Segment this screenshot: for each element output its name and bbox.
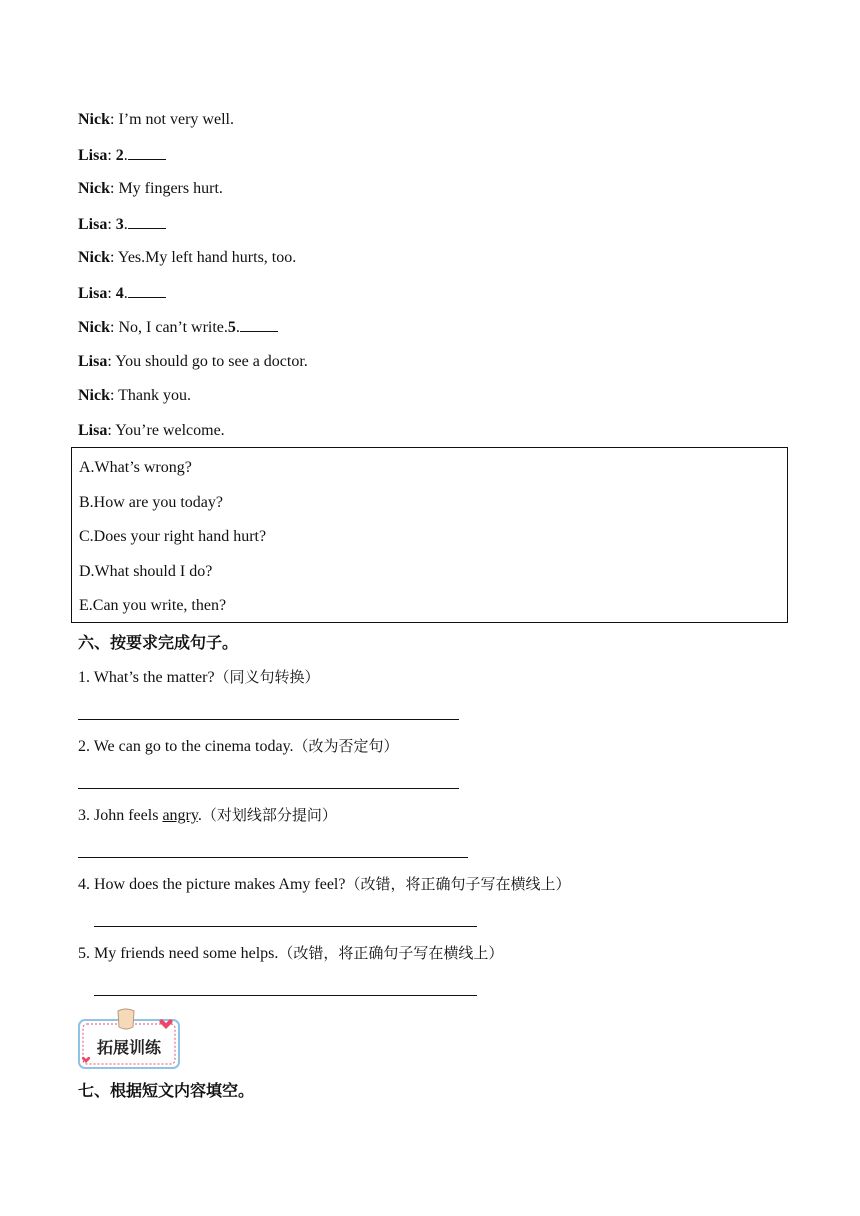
- option-c: C.Does your right hand hurt?: [79, 528, 267, 545]
- answer-line[interactable]: [78, 719, 459, 720]
- dialogue-text: You should go to see a doctor.: [115, 353, 308, 370]
- dialogue-text: Thank you.: [118, 387, 192, 404]
- dialogue-text: You’re welcome.: [115, 422, 225, 439]
- fill-blank[interactable]: [128, 145, 166, 160]
- dialogue-line: [78, 317, 278, 338]
- answer-line[interactable]: [94, 926, 477, 927]
- speaker-name: Nick: [78, 249, 110, 266]
- exercise-item: [78, 874, 571, 895]
- exercise-sentence: 4. How does the picture makes Amy feel?: [78, 876, 346, 893]
- dialogue-line: [78, 214, 166, 235]
- badge-label: 拓展训练: [96, 1038, 161, 1057]
- option-a: A.What’s wrong?: [79, 459, 192, 476]
- dialogue-text: Yes.My left hand hurts, too.: [117, 249, 297, 266]
- exercise-sentence: 3. John feels: [78, 807, 163, 824]
- exercise-instruction: （改错，将正确句子写在横线上）: [278, 944, 504, 962]
- dialogue-line: [78, 352, 308, 372]
- option-e: E.Can you write, then?: [79, 597, 227, 614]
- dialogue-line: [78, 421, 225, 441]
- exercise-item: [78, 667, 320, 688]
- speaker-name: Lisa: [78, 216, 108, 233]
- extension-training-badge: [78, 1007, 180, 1069]
- sentence-end: .: [197, 807, 202, 824]
- exercise-sentence: 5. My friends need some helps.: [78, 945, 279, 962]
- speaker-name: Lisa: [78, 285, 108, 302]
- dialogue-line: [78, 283, 166, 304]
- separator: :: [107, 422, 116, 439]
- answer-line[interactable]: [78, 788, 459, 789]
- exercise-instruction: （对划线部分提问）: [201, 806, 337, 824]
- blank-number: 3: [115, 216, 124, 233]
- blank-number: 2: [115, 147, 124, 164]
- answer-line[interactable]: [94, 995, 477, 996]
- dot: .: [123, 285, 128, 302]
- separator: :: [107, 353, 116, 370]
- exercise-sentence: 1. What’s the matter?: [78, 669, 215, 686]
- separator: :: [107, 216, 116, 233]
- section-seven-title: 七、根据短文内容填空。: [78, 1081, 255, 1100]
- dialogue-line: [78, 179, 223, 199]
- underlined-word: angry: [162, 807, 198, 824]
- blank-number: 5: [227, 319, 236, 336]
- exercise-item: [78, 736, 399, 757]
- dialogue-line: [78, 248, 296, 268]
- separator: :: [110, 180, 119, 197]
- speaker-name: Lisa: [78, 147, 108, 164]
- answer-line[interactable]: [78, 857, 468, 858]
- separator: :: [110, 111, 119, 128]
- speaker-name: Nick: [78, 387, 110, 404]
- speaker-name: Nick: [78, 180, 110, 197]
- exercise-instruction: （同义句转换）: [214, 668, 320, 686]
- fill-blank[interactable]: [128, 283, 166, 298]
- exercise-instruction: （改为否定句）: [293, 737, 399, 755]
- dialogue-text: My fingers hurt.: [118, 180, 223, 197]
- section-six-title: 六、按要求完成句子。: [78, 633, 239, 652]
- speaker-name: Lisa: [78, 422, 108, 439]
- dialogue-line: [78, 386, 191, 406]
- dialogue-line: [78, 110, 234, 130]
- dot: .: [235, 319, 240, 336]
- exercise-item: [78, 805, 337, 826]
- dialogue-text: I’m not very well.: [118, 111, 234, 128]
- option-d: D.What should I do?: [79, 563, 213, 580]
- dot: .: [123, 147, 128, 164]
- fill-blank[interactable]: [240, 317, 278, 332]
- exercise-sentence: 2. We can go to the cinema today.: [78, 738, 294, 755]
- dot: .: [123, 216, 128, 233]
- dialogue-line: [78, 145, 166, 166]
- separator: :: [107, 147, 116, 164]
- separator: :: [110, 319, 119, 336]
- speaker-name: Nick: [78, 111, 110, 128]
- blank-number: 4: [115, 285, 124, 302]
- exercise-instruction: （改错，将正确句子写在横线上）: [345, 875, 571, 893]
- speaker-name: Lisa: [78, 353, 108, 370]
- separator: :: [107, 285, 116, 302]
- options-box: [71, 447, 788, 623]
- dialogue-text: No, I can’t write.: [118, 319, 228, 336]
- separator: :: [110, 387, 119, 404]
- option-b: B.How are you today?: [79, 494, 223, 511]
- exercise-item: [78, 943, 503, 964]
- speaker-name: Nick: [78, 319, 110, 336]
- fill-blank[interactable]: [128, 214, 166, 229]
- separator: :: [110, 249, 118, 266]
